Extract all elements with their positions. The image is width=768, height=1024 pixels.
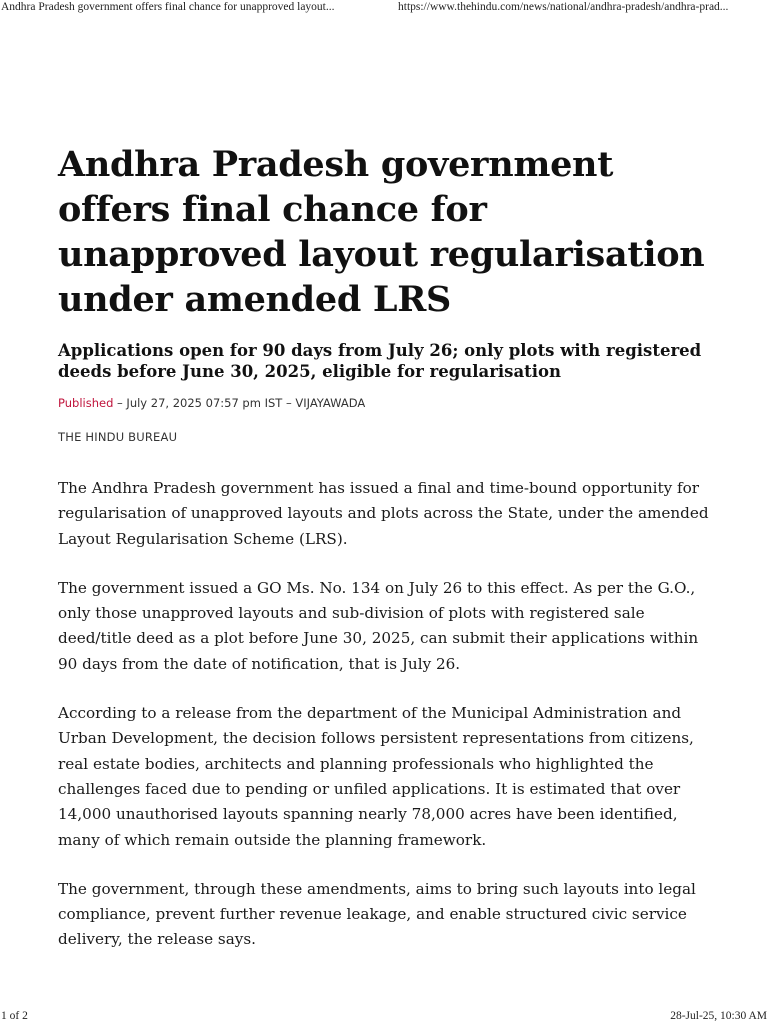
print-header-url: https://www.thehindu.com/news/national/andhra-pradesh/andhra-prad... bbox=[398, 1, 729, 13]
publish-details: – July 27, 2025 07:57 pm IST – VIJAYAWADA bbox=[113, 396, 366, 410]
paragraph: The government, through these amendments, aims to bring such layouts into legal compliance, prevent further revenue leakage, and enable structured civic service delivery, the release says. bbox=[58, 879, 696, 949]
published-label: Published bbox=[58, 396, 114, 410]
article-subheadline: Applications open for 90 days from July 26; only plots with registered deeds before June 30, 2025, eligible for regularisation bbox=[58, 341, 702, 381]
page-number: 1 of 2 bbox=[1, 1010, 28, 1022]
print-header-title: Andhra Pradesh government offers final chance for unapproved layout... bbox=[1, 1, 335, 13]
article bbox=[58, 142, 718, 977]
article-headline: Andhra Pradesh government offers final chance for unapproved layout regularisation under amended LRS bbox=[58, 144, 705, 320]
print-timestamp: 28-Jul-25, 10:30 AM bbox=[670, 1010, 767, 1022]
print-footer bbox=[0, 1010, 768, 1024]
paragraph: The government issued a GO Ms. No. 134 on July 26 to this effect. As per the G.O., only those unapproved layouts and sub-division of plots with registered sale deed/title deed as a plot before June 30, 2025, can submit their applications within 90 days from the date of notification, that is July 26. bbox=[58, 578, 699, 673]
paragraph: The Andhra Pradesh government has issued a final and time-bound opportunity for regularisation of unapproved layouts and plots across the State, under the amended Layout Regularisation Scheme (LRS). bbox=[58, 479, 709, 548]
article-meta bbox=[58, 396, 718, 410]
print-header bbox=[0, 1, 768, 17]
byline: THE HINDU BUREAU bbox=[58, 430, 178, 444]
paragraph: According to a release from the department of the Municipal Administration and Urban Development, the decision follows persistent representations from citizens, real estate bodies, architects and planning professionals who highlighted the challenges faced due to pending or unfiled applications. It is estimated that over 14,000 unauthorised layouts spanning nearly 78,000 acres have been identified, many of which remain outside the planning framework. bbox=[58, 704, 694, 849]
article-body bbox=[58, 476, 718, 953]
